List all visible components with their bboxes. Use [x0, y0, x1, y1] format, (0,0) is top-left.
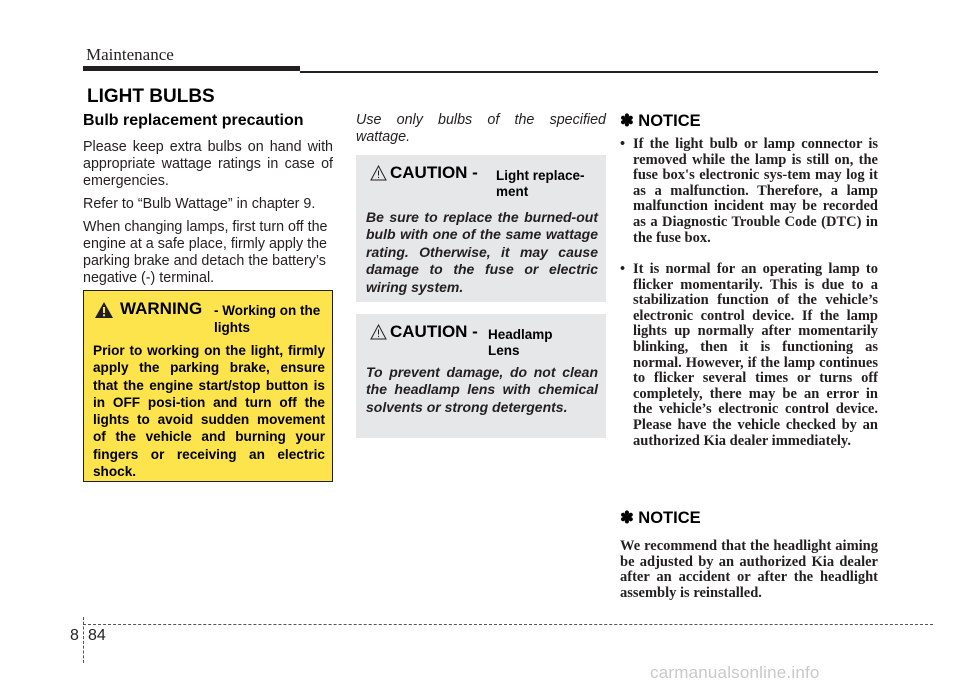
notice-label: NOTICE	[638, 509, 701, 527]
bulb-intro: Use only bulbs of the specified wattage.	[356, 112, 606, 145]
caution-label: CAUTION -	[390, 163, 478, 182]
bullet-icon: •	[620, 136, 626, 152]
caution-body: Be sure to replace the burned-out bulb with one of the same wattage rating. Otherwise, it may cause damage to the fuse or electric wiring system.	[366, 209, 598, 295]
warning-box	[83, 290, 333, 482]
left-column	[83, 112, 333, 293]
watermark: carmanualsonline.info	[650, 663, 820, 682]
notice-heading	[620, 111, 701, 131]
notice-star-icon: ✽	[620, 509, 634, 527]
caution-subtitle: Light replace-ment	[496, 168, 585, 199]
notice-item	[620, 262, 878, 449]
footer-rule	[83, 624, 933, 625]
warning-label: WARNING	[120, 299, 203, 318]
notice-item	[620, 137, 878, 246]
paragraph: Please keep extra bulbs on hand with appropriate wattage ratings in case of emergencies.	[83, 139, 333, 189]
notice-item-text: It is normal for an operating lamp to flicker momentarily. This is due to a stabilization function of the vehicle’s electronic control device. If the lamp lights up normally after momentarily blinking, then it is functioning as normal. However, if the lamp continues to flicker several times or turns off completely, there may be an error in the vehicle’s electronic control device. Please have the vehicle checked by an authorized Kia dealer immediately.	[633, 261, 878, 449]
notice-star-icon: ✽	[620, 112, 634, 130]
warning-triangle-icon	[94, 301, 114, 319]
caution-triangle-icon	[370, 165, 387, 181]
notice-label: NOTICE	[638, 112, 701, 130]
header-rule	[300, 71, 878, 73]
header-bar	[83, 66, 300, 71]
paragraph: Refer to “Bulb Wattage” in chapter 9.	[83, 196, 316, 212]
caution-subtitle: Headlamp Lens	[488, 327, 553, 358]
page-number: 84	[88, 627, 106, 644]
notice-heading	[620, 508, 701, 528]
caution-body: To prevent damage, do not clean the headlamp lens with chemical solvents or strong detergents.	[366, 364, 598, 415]
caution-triangle-icon	[370, 324, 387, 340]
footer-divider	[83, 617, 84, 663]
bullet-icon: •	[620, 261, 626, 277]
caution-box-light-replacement	[356, 155, 606, 302]
paragraph: When changing lamps, first turn off the engine at a safe place, firmly apply the parking brake and detach the battery’s negative (-) terminal.	[83, 219, 328, 286]
chapter-number: 8	[70, 627, 79, 644]
section-title: LIGHT BULBS	[87, 86, 215, 107]
header-title: Maintenance	[86, 45, 174, 64]
caution-label: CAUTION -	[390, 322, 478, 341]
warning-body: Prior to working on the light, firmly apply the parking brake, ensure that the engine start/stop button is in OFF posi-tion and turn off the lights to avoid sudden movement of the vehicle and burning your fingers or receiving an electric shock.	[93, 343, 325, 480]
subheading: Bulb replacement precaution	[83, 112, 304, 129]
warning-subtitle: - Working on the lights	[214, 303, 321, 335]
caution-box-headlamp-lens	[356, 314, 606, 438]
notice-body: We recommend that the headlight aiming be adjusted by an authorized Kia dealer after an accident or after the headlight assembly is reinstalled.	[620, 538, 878, 601]
notice-item-text: If the light bulb or lamp connector is removed while the lamp is still on, the fuse box's electronic sys-tem may log it as a malfunction. Therefore, a lamp malfunction incident may be recorded as a Diagnostic Trouble Code (DTC) in the fuse box.	[633, 136, 878, 246]
